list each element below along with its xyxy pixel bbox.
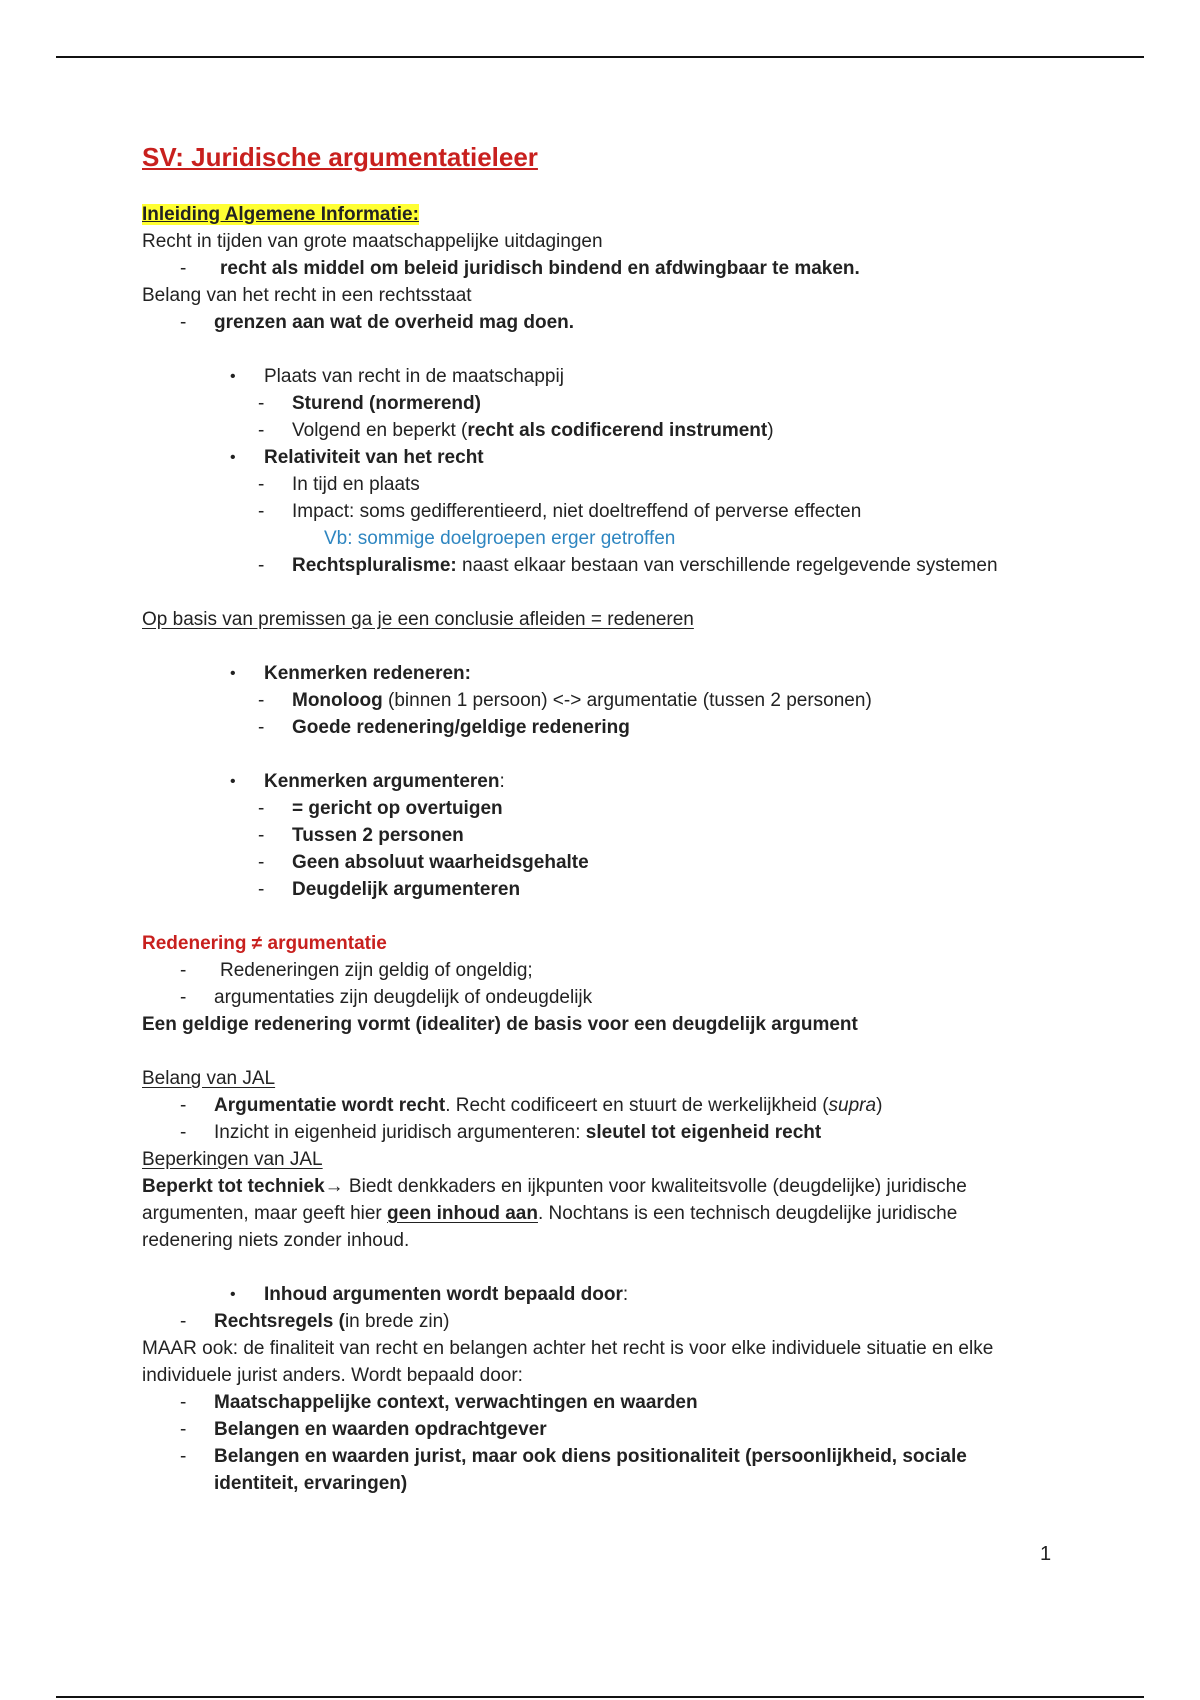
page-number: 1 [1040, 1543, 1052, 1565]
dash-item: - Impact: soms gedifferentieerd, niet doeltreffend of perverse effecten [258, 501, 862, 522]
dash-item: - Tussen 2 personen [258, 825, 464, 846]
dash-item: - Monoloog (binnen 1 persoon) <-> argumentatie (tussen 2 personen) [258, 690, 872, 711]
dash-item: - Deugdelijk argumenteren [258, 879, 521, 900]
paragraph-maar: MAAR ook: de finaliteit van recht en belangen achter het recht is voor elke individuele situatie en elke individuele jurist anders. Wordt bepaald door: [142, 1338, 994, 1386]
dash-item: - grenzen aan wat de overheid mag doen. [180, 312, 575, 333]
bullet-item: • Inhoud argumenten wordt bepaald door: [230, 1284, 629, 1305]
bullet-item: • Kenmerken argumenteren: [230, 771, 505, 792]
dash-item: - Belangen en waarden jurist, maar ook diens positionaliteit (persoonlijkheid, sociale identiteit, ervaringen) [180, 1446, 967, 1494]
dash-item: - Belangen en waarden opdrachtgever [180, 1419, 547, 1440]
example-line: Vb: sommige doelgroepen erger getroffen [324, 528, 676, 549]
bullet-item: • Relativiteit van het recht [230, 447, 484, 468]
dash-item: - Sturend (normerend) [258, 393, 481, 414]
section-heading-beperkingen-jal: Beperkingen van JAL [142, 1149, 323, 1170]
bullet-item: • Kenmerken redeneren: [230, 663, 471, 684]
dash-item: - In tijd en plaats [258, 474, 420, 495]
text-line: Recht in tijden van grote maatschappelijke uitdagingen [142, 231, 603, 252]
section-heading-verschil: Redenering ≠ argumentatie [142, 933, 387, 954]
document-page [142, 140, 1042, 1497]
dash-item: - = gericht op overtuigen [258, 798, 503, 819]
dash-item: - Goede redenering/geldige redenering [258, 717, 630, 738]
text-line: Belang van het recht in een rechtsstaat [142, 285, 472, 306]
dash-item: - Volgend en beperkt (recht als codificerend instrument) [258, 420, 774, 441]
section-heading-intro: Inleiding Algemene Informatie: [142, 204, 419, 225]
section-heading-belang-jal: Belang van JAL [142, 1068, 276, 1089]
dash-item: - Geen absoluut waarheidsgehalte [258, 852, 589, 873]
dash-item: - argumentaties zijn deugdelijk of ondeugdelijk [180, 987, 593, 1008]
dash-item: - Rechtsregels (in brede zin) [180, 1311, 450, 1332]
dash-item: - Inzicht in eigenheid juridisch argumenteren: sleutel tot eigenheid recht [180, 1122, 822, 1143]
dash-item: - Rechtspluralisme: naast elkaar bestaan van verschillende regelgevende systemen [258, 555, 998, 576]
document-title: SV: Juridische argumentatieleer [142, 142, 538, 172]
conclusion-line: Een geldige redenering vormt (idealiter) de basis voor een deugdelijk argument [142, 1014, 858, 1035]
dash-item: - Argumentatie wordt recht. Recht codificeert en stuurt de werkelijkheid (supra) [180, 1095, 883, 1116]
bottom-rule [56, 1696, 1144, 1698]
dash-item: - recht als middel om beleid juridisch bindend en afdwingbaar te maken. [180, 258, 860, 279]
dash-item: - Redeneringen zijn geldig of ongeldig; [180, 960, 533, 981]
section-heading-premissen: Op basis van premissen ga je een conclusie afleiden = redeneren [142, 609, 694, 630]
top-rule [56, 56, 1144, 58]
bullet-item: • Plaats van recht in de maatschappij [230, 366, 564, 387]
dash-item: - Maatschappelijke context, verwachtingen en waarden [180, 1392, 698, 1413]
paragraph-beperkingen: Beperkt tot techniek→ Biedt denkkaders en ijkpunten voor kwaliteitsvolle (deugdelijke) juridische argumenten, maar geeft hier geen inhoud aan. Nochtans is een technisch deugdelijke juridische redenering niets zonder inhoud. [142, 1176, 967, 1251]
